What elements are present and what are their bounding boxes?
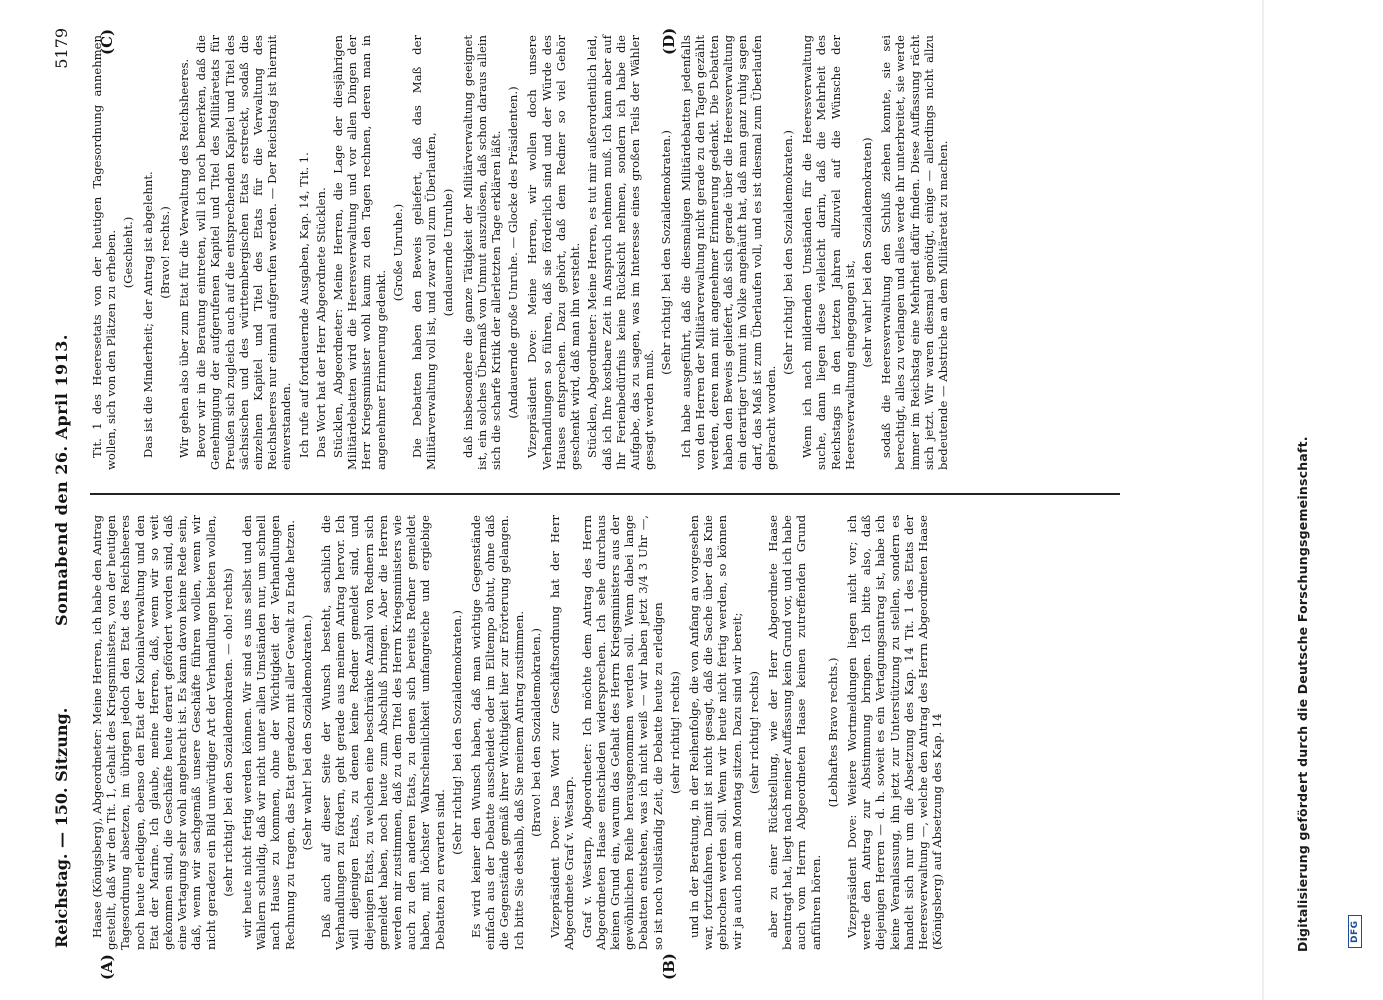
stage-direction: (andauernde Unruhe) — [441, 188, 456, 317]
stage-direction: (sehr richtig! bei den Sozialdemokraten. — oho! rechts) — [220, 568, 235, 897]
stage-direction: (Große Unruhe.) — [390, 203, 405, 302]
paragraph: Graf v. Westarp, Abgeordneter: Ich möchte dem Antrag des Herrn Abgeordneten Haase entschieden widersprechen. Ich sehe durchaus keinen Grund ein, warum das Gehalt des Herrn Kriegsministers aus der gewöhnlichen Reihe herausgenommen werden soll. Wenn dabei lange Debatten entstehen, was ich nicht weiß — wir haben jetzt 3/4 3 Uhr —, so ist noch vollständig Zeit, die Debatte heute zu erledigen — [579, 515, 665, 950]
paragraph: Vizepräsident Dove: Weitere Wortmeldungen liegen nicht vor; ich werde den Antrag zur Abstimmung bringen. Ich bitte also, daß diejenigen Herren — d. h. soweit es ein Vertagungsantrag ist, habe ich keine Veranlassung, ihn jetzt zur Unterstützung zu stellen, sondern es handelt sich nur um die Absetzung des Kap. 14 Tit. 1 des Etats der Heeresverwaltung —, welche den Antrag des Herrn Abgeordneten Haase (Königsberg) auf Absetzung des Kap. 14 — [844, 515, 945, 950]
stage-direction: (Bravo! rechts.) — [157, 206, 172, 299]
paragraph: Es wird keiner den Wunsch haben, daß man wichtige Gegenstände einfach aus der Debatte ausscheidet oder im Eiltempo abtut, ohne daß die Gegenstände gemäß ihrer Wichtigkeit hier zur Erörterung gelangen. Ich bitte Sie deshalb, daß Sie meinem Antrag zustimmen. — [469, 515, 526, 950]
paragraph: Vizepräsident Dove: Das Wort zur Geschäftsordnung hat der Herr Abgeordnete Graf v. Westarp. — [548, 515, 577, 950]
stage-direction: (sehr richtig! rechts) — [667, 671, 682, 794]
header-date: Sonnabend den 26. April 1913. — [52, 334, 71, 626]
stage-direction: (Sehr wahr! bei den Sozialdemokraten.) — [299, 614, 314, 851]
digitization-note: Digitalisierung gefördert durch die Deutsche Forschungsgemeinschaft. — [1295, 436, 1310, 952]
header-left: Reichstag. — 150. Sitzung. — [52, 707, 71, 948]
paragraph: Stücklen, Abgeordneter: Meine Herren, die Lage der diesjährigen Militärdebatten wird die Heeresverwaltung und vor allen Dingen der Herr Kriegsminister wohl kaum zu den Tagen rechnen, deren man in angenehmer Erinnerung gedenkt. — [331, 35, 388, 470]
margin-marker-d: (D) — [660, 27, 678, 55]
stage-direction: (Bravo! bei den Sozialdemokraten.) — [528, 628, 543, 837]
dfg-logo: DFG — [1348, 915, 1362, 948]
paragraph: Haase (Königsberg), Abgeordneter: Meine Herren, ich habe den Antrag gestellt, daß wir den Tit. 1, Gehalt des Kriegsministers, von der heutigen Tagesordnung absetzen, im übrigen jedoch den Etat des Reichsheeres noch heute erledigen, ebenso den Etat der Kolonialverwaltung und den Etat der Marine. Ich glaube, meine Herren, daß, wenn wir so weit gekommen sind, die Geschäfte heute derart gefördert worden sind, daß eine Vertagung sehr wohl angebracht ist. Es kann davon keine Rede sein, daß, wenn wir sachgemäß unsere Geschäfte führen wollen, wenn wir nicht geradezu ein Bild unwürdiger Art der Verhandlungen bieten wollen, — [90, 515, 218, 950]
paragraph: Bevor wir in die Beratung eintreten, will ich noch bemerken, daß die Genehmigung der aufgerufenen Kapitel und Titel des Militäretats für Preußen sich zugleich auch auf die entsprechenden Kapitel und Titel des sächsischen und des württembergischen Etats erstreckt, sodaß die einzelnen Kapitel und Titel des Etats für die Verwaltung des Reichsheeres nur einmal aufgerufen werden. — Der Reichstag ist hiermit einverstanden. — [194, 35, 294, 470]
stage-direction: (Sehr richtig! bei den Sozialdemokraten.) — [449, 610, 464, 855]
text-column-left — [90, 515, 947, 950]
paragraph: Das ist die Minderheit; der Antrag ist abgelehnt. — [140, 171, 155, 458]
stage-direction: (Lebhaftes Bravo rechts.) — [825, 657, 840, 808]
margin-marker-a: (A) — [98, 954, 116, 980]
paragraph: wir heute nicht fertig werden können. Wir sind es uns selbst und den Wählern schuldig, daß wir nicht unter allen Umständen nur, um schnell nach Hause zu kommen, ohne der Wichtigkeit der Verhandlungen Rechnung zu tragen, das Etat geradezu mit aller Gewalt zu Ende hetzen. — [240, 515, 297, 950]
paragraph: Daß auch auf dieser Seite der Wunsch besteht, sachlich die Verhandlungen zu fördern, geht gerade aus meinem Antrag hervor. Ich will diejenigen Etats, zu denen keine Redner gemeldet sind, und diejenigen Etats, zu welchen eine beschränkte Anzahl von Rednern sich gemeldet haben, noch heute zum Abschluß bringen. Aber die Herren werden mir zustimmen, daß zu dem Titel des Herrn Kriegsministers wie auch zu den anderen Etats, zu denen sich bereits Redner gemeldet haben, mit höchster Wahrscheinlichkeit umfangreiche und ergiebige Debatten zu erwarten sind. — [319, 515, 447, 950]
stage-direction: (Sehr richtig! bei den Sozialdemokraten.) — [780, 130, 795, 375]
paragraph: daß insbesondere die ganze Tätigkeit der Militärverwaltung geeignet ist, ein solches Übermaß von Unmut auszulösen, daß schon daraus allein sich die scharfe Kritik der allerletzten Tage erklären läßt. — [460, 35, 504, 470]
paragraph: Ich rufe auf fortdauernde Ausgaben, Kap. 14, Tit. 1. — [296, 152, 311, 458]
paragraph: sodaß die Heeresverwaltung den Schluß ziehen konnte, sie sei berechtigt, alles zu verlangen und alles werde ihr unterbreitet, sie werde immer im Reichstag eine Mehrheit dafür finden. Diese Auffassung rächt sich jetzt. Wir waren diesmal genötigt, einige — allerdings nicht allzu bedeutende — Abstriche an dem Militäretat zu machen. — [879, 35, 950, 470]
stage-direction: (Geschieht.) — [121, 216, 136, 289]
page-edge — [1262, 0, 1264, 1000]
paragraph: Ich habe ausgeführt, daß die diesmaligen Militärdebatten jedenfalls von den Herren der Militärverwaltung nicht gerade zu den Tagen gezählt werden, deren man mit angenehmer Erinnerung gedenkt. Die Debatten haben den Beweis geliefert, daß sich gerade über die Heeresverwaltung ein derartiger Unmut im Volke angehäuft hat, daß man ganz ruhig sagen darf, das Maß ist zum Überlaufen voll, und es ist diesmal zum Überlaufen gebracht worden. — [678, 35, 778, 470]
stage-direction: (Sehr richtig! bei den Sozialdemokraten.) — [659, 130, 674, 375]
margin-marker-b: (B) — [660, 953, 678, 980]
paragraph: Tit. 1 des Heeresetats von der heutigen Tagesordnung annehmen wollen, sich von den Plätzen zu erheben. — [90, 35, 119, 470]
paragraph: Stücklen, Abgeordneter: Meine Herren, es tut mir außerordentlich leid, daß ich Ihre kostbare Zeit in Anspruch nehmen muß. Ich kann aber auf Ihr Ferienbedürfnis keine Rücksicht nehmen, sondern ich habe die Aufgabe, das zu sagen, was im Interesse eines großen Teils der Wähler gesagt werden muß. — [585, 34, 657, 470]
paragraph: und in der Beratung, in der Reihenfolge, die von Anfang an vorgesehen war, fortzufahren. Damit ist nicht gesagt, daß die Sache über das Knie gebrochen werden soll. Wenn wir heute nicht fertig werden, so können wir ja auch noch am Montag sitzen. Dazu sind wir bereit; — [686, 515, 744, 950]
paragraph: Wenn ich nach mildernden Umständen für die Heeresverwaltung suche, dann liegen diese vielleicht darin, daß die Mehrheit des Reichstags in den letzten Jahren allzuviel auf die Wünsche der Heeresverwaltung eingegangen ist, — [800, 35, 857, 470]
paragraph: Vizepräsident Dove: Meine Herren, wir wollen doch unsere Verhandlungen so führen, daß sie förderlich sind und der Würde des Hauses entsprechen. Dazu gehört, daß dem Redner so viel Gehör geschenkt wird, daß man ihn versteht. — [525, 35, 583, 470]
text-column-right — [90, 35, 953, 470]
paragraph: Wir gehen also über zum Etat für die Verwaltung des Reichsheeres. — [177, 58, 192, 458]
margin-marker-c: (C) — [98, 28, 116, 55]
paragraph: aber zu einer Rückstellung, wie der Herr Abgeordnete Haase beantragt hat, liegt nach meiner Auffassung kein Grund vor, und ich habe auch vom Herrn Abgeordneten Haase keinen zutreffenden Grund anführen hören. — [765, 515, 823, 950]
stage-direction: (sehr wahr! bei den Sozialdemokraten) — [859, 137, 874, 368]
running-header — [40, 0, 80, 1000]
page-number: 5179 — [52, 28, 71, 69]
paragraph: Das Wort hat der Herr Abgeordnete Stücklen. — [313, 187, 328, 458]
paragraph: Die Debatten haben den Beweis geliefert, daß das Maß der Militärverwaltung voll ist, und zwar voll zum Überlaufen, — [410, 35, 439, 470]
stage-direction: (Andauernde große Unruhe. — Glocke des Präsidenten.) — [506, 86, 521, 419]
column-divider — [90, 494, 1120, 496]
stage-direction: (sehr richtig! rechts) — [746, 671, 761, 794]
